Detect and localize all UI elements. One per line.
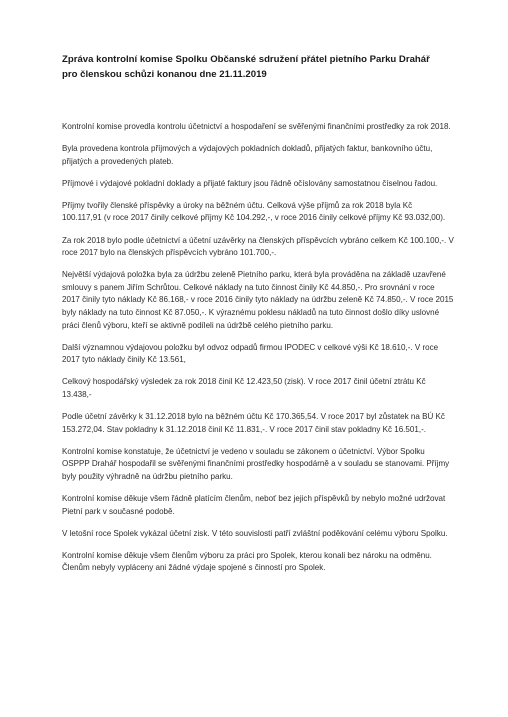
paragraph-scope: Kontrolní komise provedla kontrolu účetnictví a hospodaření se svěřenými finančními prostředky za rok 2018.: [62, 122, 451, 131]
paragraph-balances: Podle účetní závěrky k 31.12.2018 bylo na běžném účtu Kč 170.365,54. V roce 2017 byl zůstatek na BÚ Kč 153.272,04. Stav pokladny k 31.12.2018 činil Kč 11.831,-. V roce 2017 činil stav pokladny Kč 16.501,-.: [62, 412, 445, 434]
paragraph-thanks-members: Kontrolní komise děkuje všem řádně platícím členům, neboť bez jejich příspěvků by nebylo možné udržovat Pietní park v současné podobě.: [62, 494, 446, 516]
paragraph-economic-result: Celkový hospodářský výsledek za rok 2018 činil Kč 12.423,50 (zisk). V roce 2017 činil účetní ztrátu Kč 13.438,-: [62, 377, 426, 399]
paragraph-waste-costs: Další významnou výdajovou položku byl odvoz odpadů firmou IPODEC v celkové výši Kč 18.610,-. V roce 2017 tyto náklady činily Kč 13.561,: [62, 342, 439, 365]
paragraph-greenery-costs: Největší výdajová položka byla za údržbu zeleně Pietního parku, která byla prováděna na základě uzavřené smlouvy s panem Jiřím Schrůtou. Celkové náklady na tuto činnost činily Kč 44.850,-. Pro srovnání v roce 2017 činily tyto náklady Kč 86.168,- v roce 2016 činily tyto náklady na údržbu zeleně Kč 74.850,-. V roce 2015 byly náklady na tuto činnost Kč 87.050,-. K výraznému poklesu nákladů na tuto činnost došlo díky uslovné práci členů výboru, kteří se aktivně podíleli na údržbě celého pietního parku.: [62, 270, 454, 330]
paragraph-thanks-committee: Kontrolní komise děkuje všem členům výboru za práci pro Spolek, kterou konali bez nároku na odměnu. Členům nebyly vypláceny ani žádné výdaje spojené s činností pro Spolek.: [62, 550, 432, 573]
paragraph-profit-thanks: V letošní roce Spolek vykázal účetní zisk. V této souvislosti patří zvláštní poděkování celému výboru Spolku.: [62, 528, 448, 538]
document-title: Zpráva kontrolní komise Spolku Občanské sdružení přátel pietního Parku Drahář pro členskou schůzi konanou dne 21.11.2019: [62, 54, 430, 80]
paragraph-documents: Příjmové i výdajové pokladní doklady a přijaté faktury jsou řádně očíslovány samostatnou číselnou řadou.: [62, 178, 438, 188]
paragraph-inspection: Byla provedena kontrola příjmových a výdajových pokladních dokladů, přijatých faktur, bankovního účtu, přijatých a provedených plateb.: [62, 144, 433, 166]
paragraph-membership-fees: Za rok 2018 bylo podle účetnictví a účetní uzávěrky na členských příspěvcích vybráno celkem Kč 100.100,-. V roce 2017 bylo na členských příspěvcích vybráno 101.700,-.: [62, 235, 454, 258]
paragraph-conclusion: Kontrolní komise konstatuje, že účetnictví je vedeno v souladu se zákonem o účetnictví. Výbor Spolku OSPPP Drahář hospodařil se svěřenými finančními prostředky hospodárně a v souladu se stanovami. Příjmy byly použity výhradně na údržbu pietního parku.: [62, 446, 450, 481]
paragraph-income: Příjmy tvořily členské příspěvky a úroky na běžném účtu. Celková výše příjmů za rok 2018 byla Kč 100.117,91 (v roce 2017 činily celkové příjmy Kč 104.292,-, v roce 2016 činily celkové příjmy Kč 93.032,00).: [62, 200, 446, 223]
